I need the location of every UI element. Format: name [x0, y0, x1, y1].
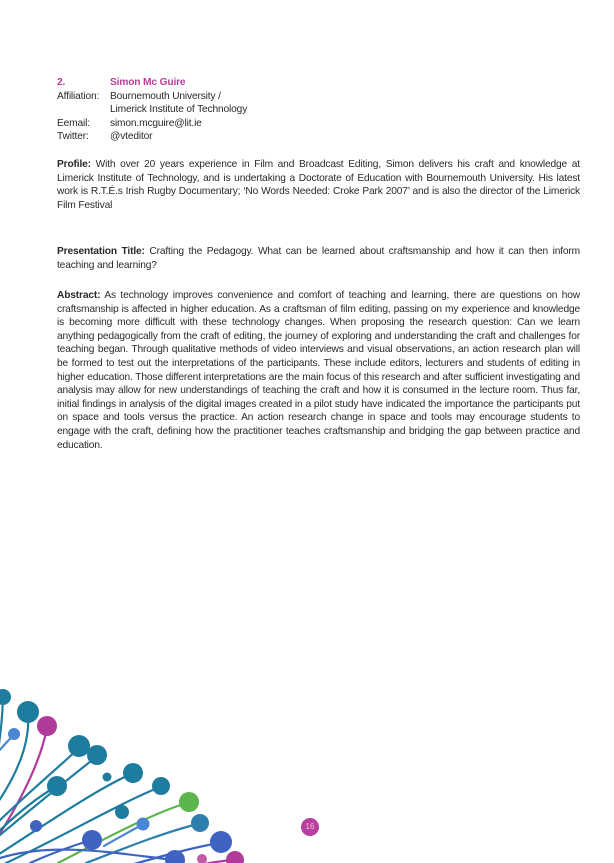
affiliation-value-line2: Limerick Institute of Technology: [110, 104, 248, 116]
presentation-title-label: Presentation Title:: [57, 246, 145, 257]
speaker-name: Simon Mc Guire: [110, 77, 186, 88]
affiliation-label: Affiliation:: [57, 90, 100, 102]
page-number-badge: 16: [301, 818, 319, 836]
profile-section: [57, 158, 580, 212]
abstract-text: As technology improves convenience and comfort of teaching and learning, there are questions on how craftsmanship is affected in higher education. As a craftsman of film editing, passing on my experience and knowledge is becoming more difficult with these technology changes. When proposing the research question: Can we learn anything pedagogically from the craft of editing, the journey of exploring and understanding the craft and challenges for teaching began. Through qualitative methods of video interviews and visual observations, an action research plan will be formed to test out the interpretations of the participants. These include editors, lecturers and students of editing in higher education. Those different interpretations are the main focus of this research and after sufficient investigating and analysis may allow for new understandings of teaching the craft and how it is consumed in the lecture room. Thus far, initial findings in analysis of the digital images created in a pilot study have indicated the importance the participants put on space and tools versus the practice. An action research change in space and tools may encourage students to engage with the craft, defining how the practitioner teaches craftsmanship and bridging the gap between practice and education.: [57, 290, 580, 451]
abstract-section: [57, 289, 580, 452]
presentation-title-section: [57, 245, 580, 272]
presentation-title-text: Crafting the Pedagogy. What can be learned about craftsmanship and how it can then inform teaching and learning?: [57, 246, 581, 271]
email-value: simon.mcguire@lit.ie: [110, 117, 202, 129]
twitter-value: @vteditor: [110, 131, 153, 143]
affiliation-value-line1: Bournemouth University /: [110, 90, 221, 102]
email-label: Eemail:: [57, 117, 90, 129]
speaker-header: [57, 76, 580, 144]
profile-label: Profile:: [57, 159, 91, 170]
abstract-label: Abstract:: [57, 290, 101, 301]
network-decoration-graphic: [0, 678, 300, 863]
entry-number: 2.: [57, 77, 66, 88]
affiliation-label-spacer: [57, 103, 110, 117]
twitter-label: Twitter:: [57, 131, 89, 143]
profile-text: With over 20 years experience in Film and Broadcast Editing, Simon delivers his craft and knowledge at Limerick Institute of Technology, and is undertaking a Doctorate of Education with Bournemouth University. His latest work is R.T.É.s Irish Rugby Documentary; ‘No Words Needed: Croke Park 2007’ and is also the director of the Limerick Film Festival: [57, 159, 580, 211]
